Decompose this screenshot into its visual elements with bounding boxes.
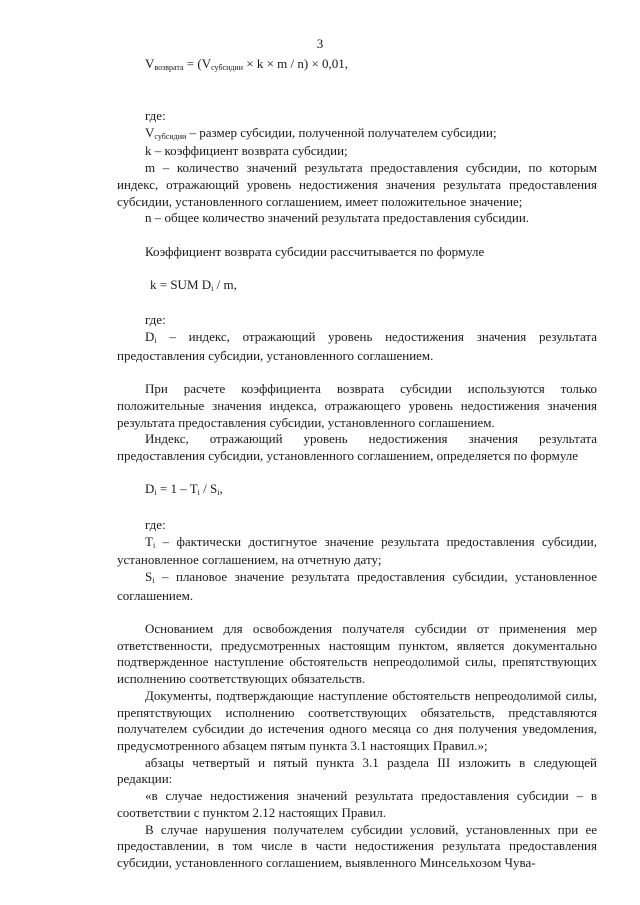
definition-v-subscript: субсидии (154, 131, 187, 141)
definition-v-symbol: V (145, 124, 155, 140)
formula-d-mid2: / S (199, 481, 218, 497)
definition-d-symbol: D (145, 329, 155, 345)
formula-k (117, 277, 597, 296)
formula-d-symbol: D (145, 481, 155, 497)
paragraph-index-formula: Индекс, отражающий уровень недостижения значения результата предоставления субсидии, установленного соглашением, определяется по формуле (117, 431, 597, 464)
paragraph-supporting-documents: Документы, подтверждающие наступление обстоятельств непреодолимой силы, препятствующих исполнению соответствующих обязательств, представляются получателем субсидии до истечения одного месяца со дня получения уведомления, предусмотренного абзацем пятым пункта 3.1 настоящих Правил.»; (117, 687, 597, 753)
page-number: 3 (316, 36, 324, 51)
definition-v-subsidy (117, 125, 597, 144)
definition-t (117, 534, 597, 569)
where-label-2: где: (145, 312, 166, 328)
definition-d-subscript: i (154, 336, 157, 346)
definition-s (117, 569, 597, 604)
formula-v-tail: × k × m / n) × 0,01, (242, 56, 349, 71)
paragraph-force-majeure-basis: Основанием для освобождения получателя субсидии от применения мер ответственности, предусмотренных настоящим пунктом, является документально подтвержденное наступление обстоятельств непреодолимой силы, препятствующих исполнению соответствующих обязательств. (117, 621, 597, 687)
formula-v-return-subscript: возврата (154, 63, 184, 72)
formula-v-return (117, 56, 597, 75)
formula-d-tail: , (219, 481, 223, 497)
definition-s-subscript: i (152, 575, 155, 585)
formula-d (117, 481, 597, 500)
paragraph-quoted-text: «в случае недостижения значений результата предоставления субсидии – в соответствии с пунктом 2.12 настоящих Правил. (117, 788, 597, 820)
definition-s-symbol: S (145, 568, 153, 584)
paragraph-amendment: абзацы четвертый и пятый пункта 3.1 раздела III изложить в следующей редакции: (117, 754, 597, 787)
definition-s-text: – плановое значение результата предоставления субсидии, установленное соглашением. (117, 568, 597, 603)
formula-k-subscript: i (211, 284, 214, 294)
formula-s-subscript: i (217, 488, 220, 498)
definition-t-text: – фактически достигнутое значение результата предоставления субсидии, установленное соглашением, на отчетную дату; (117, 533, 597, 568)
coefficient-intro: Коэффициент возврата субсидии рассчитывается по формуле (145, 243, 485, 259)
definition-m: m – количество значений результата предоставления субсидии, по которым индекс, отражающий уровень недостижения значения результата предоставления субсидии, установленного соглашением, имеет положительное значение; (117, 160, 597, 209)
where-label-1: где: (145, 108, 166, 124)
where-label-3: где: (145, 516, 166, 532)
definition-t-subscript: i (152, 540, 156, 550)
paragraph-positive-values: При расчете коэффициента возврата субсидии используются только положительные значения индекса, отражающего уровень недостижения значения результата предоставления субсидии, установленного соглашением. (117, 381, 597, 430)
definition-t-symbol: T (145, 533, 153, 549)
formula-k-prefix: k = SUM D (150, 277, 212, 293)
definition-n: n – общее количество значений результата предоставления субсидии. (145, 210, 530, 226)
formula-v-mid: = (V (183, 56, 212, 71)
formula-k-tail: / m, (213, 277, 237, 293)
formula-d-mid: = 1 – T (156, 481, 198, 497)
formula-v-symbol: V (145, 56, 155, 71)
document-body (117, 56, 597, 872)
paragraph-violation: В случае нарушения получателем субсидии условий, установленных при ее предоставлении, в том числе в части недостижения результата предоставления субсидии, установленного соглашением, выявленного Минсельхозом Чува- (117, 821, 597, 870)
formula-d-subscript: i (154, 488, 157, 498)
formula-subsidy-subscript: субсидии (211, 63, 243, 72)
formula-t-subscript: i (197, 488, 200, 498)
definition-v-text: – размер субсидии, полученной получателем субсидии; (186, 124, 497, 140)
definition-d-text: – индекс, отражающий уровень недостижения значения результата предоставления субсидии, установленного соглашением. (117, 329, 597, 363)
definition-d (117, 329, 597, 364)
definition-k: k – коэффициент возврата субсидии; (145, 143, 348, 159)
